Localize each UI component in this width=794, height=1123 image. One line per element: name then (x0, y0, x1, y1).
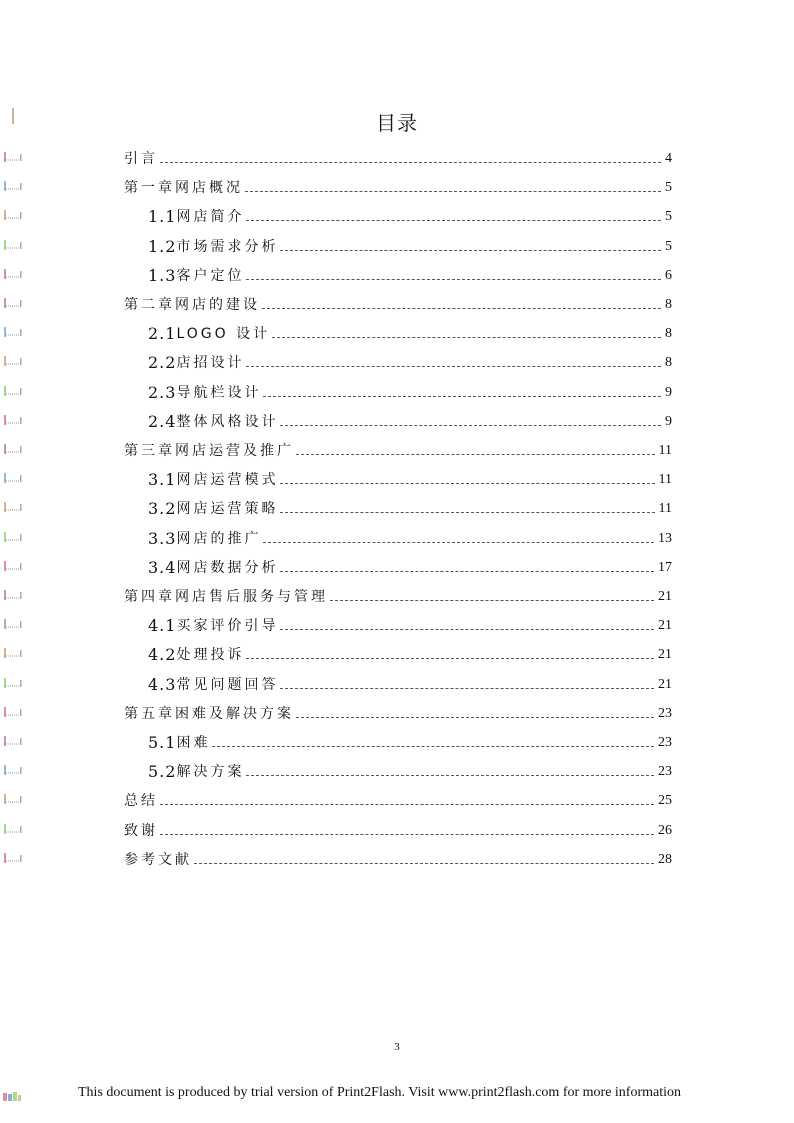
page-number: 3 (394, 1041, 400, 1053)
toc-entry[interactable] (124, 436, 672, 460)
toc-entry-page: 5 (665, 209, 672, 225)
toc-entry-number: 2.4 (148, 411, 177, 431)
toc-entry-page: 5 (665, 180, 672, 196)
margin-marker-icon (4, 765, 22, 775)
margin-marker-icon (4, 736, 22, 746)
margin-marker-icon (4, 298, 22, 308)
toc-dot-leader (280, 425, 661, 426)
toc-entry[interactable] (124, 816, 672, 840)
margin-marker-icon (4, 532, 22, 542)
toc-entry-page: 21 (658, 676, 672, 692)
toc-entry-page: 13 (658, 530, 672, 546)
margin-marker-icon (4, 590, 22, 600)
toc-entry[interactable] (148, 728, 672, 752)
toc-entry[interactable] (148, 348, 672, 372)
toc-entry-number: 3.2 (148, 499, 177, 519)
toc-entry-page: 23 (658, 705, 672, 721)
toc-entry-number: 4.2 (148, 645, 177, 665)
toc-entry-page: 11 (658, 501, 672, 517)
margin-marker-icon (4, 210, 22, 220)
toc-entry-label: 市场需求分析 (176, 238, 279, 255)
toc-entry-page: 8 (665, 326, 672, 342)
toc-entry-label: 网店简介 (176, 209, 245, 226)
toc-dot-leader (194, 863, 654, 864)
toc-dot-leader (246, 658, 654, 659)
margin-marker-icon (4, 824, 22, 834)
toc-entry[interactable] (124, 786, 672, 810)
margin-marker-icon (4, 356, 22, 366)
margin-marker-icon (4, 386, 22, 396)
toc-entry-label: 第四章网店售后服务与管理 (124, 589, 328, 605)
margin-marker-icon (4, 502, 22, 512)
margin-marker-icon (4, 794, 22, 804)
toc-entry-page: 8 (665, 355, 672, 371)
toc-dot-leader (212, 746, 654, 747)
toc-entry-page: 21 (658, 647, 672, 663)
toc-entry[interactable] (124, 845, 672, 869)
toc-entry-number: 3.3 (148, 528, 177, 548)
toc-dot-leader (296, 717, 654, 718)
toc-entry-page: 21 (658, 589, 672, 604)
toc-dot-leader (280, 250, 661, 251)
toc-entry[interactable] (148, 611, 672, 635)
toc-dot-leader (246, 279, 661, 280)
toc-entry[interactable] (124, 144, 672, 168)
margin-marker-icon (4, 707, 22, 717)
toc-entry-page: 11 (658, 472, 672, 488)
toc-entry-label: 常见问题回答 (176, 676, 279, 693)
trial-watermark: This document is produced by trial version of Print2Flash. Visit www.print2flash.com for more information (78, 1085, 682, 1100)
toc-entry[interactable] (148, 232, 672, 256)
toc-entry[interactable] (124, 699, 672, 723)
toc-entry-label: 解决方案 (176, 764, 245, 781)
toc-dot-leader (280, 688, 654, 689)
margin-marker-icon (4, 619, 22, 629)
toc-entry[interactable] (148, 494, 672, 518)
toc-entry-page: 9 (665, 384, 672, 400)
toc-dot-leader (296, 454, 655, 455)
toc-entry[interactable] (148, 670, 672, 694)
toc-entry-number: 2.3 (148, 382, 177, 402)
toc-entry-page: 11 (658, 443, 672, 458)
toc-entry-page: 26 (658, 822, 672, 838)
toc-entry-label: 网店的推广 (176, 530, 262, 547)
print2flash-logo-icon (2, 1088, 22, 1107)
toc-entry-number: 5.1 (148, 733, 177, 752)
toc-entry-number: 3.1 (148, 470, 177, 490)
toc-entry-label: 致谢 (124, 822, 158, 839)
toc-dot-leader (245, 191, 661, 192)
toc-entry-number: 5.2 (148, 762, 177, 782)
toc-entry[interactable] (148, 465, 672, 489)
toc-dot-leader (330, 600, 654, 601)
toc-entry-label: LOGO 设计 (176, 326, 271, 343)
toc-entry-page: 9 (665, 413, 672, 429)
toc-dot-leader (263, 542, 654, 543)
toc-entry-label: 总结 (124, 793, 158, 810)
margin-marker-icon (4, 648, 22, 658)
toc-dot-leader (246, 775, 654, 776)
toc-entry-page: 17 (658, 559, 672, 575)
margin-marker-icon (4, 561, 22, 571)
margin-marker-icon (4, 473, 22, 483)
toc-entry-number: 1.3 (148, 265, 177, 285)
toc-entry-page: 21 (658, 618, 672, 634)
toc-entry-number: 3.4 (148, 557, 177, 577)
toc-entry-label: 店招设计 (176, 355, 245, 372)
toc-entry[interactable] (148, 640, 672, 664)
margin-marker-icon (4, 269, 22, 279)
margin-marker-icon (4, 152, 22, 162)
toc-entry-number: 4.1 (148, 616, 177, 636)
toc-entry[interactable] (148, 407, 672, 431)
toc-dot-leader (272, 337, 661, 338)
toc-entry[interactable] (124, 173, 672, 197)
page-title: 目录 (376, 111, 418, 135)
toc-entry-label: 参考文献 (124, 851, 192, 868)
toc-entry-label: 第二章网店的建设 (124, 297, 260, 313)
toc-entry[interactable] (148, 524, 672, 548)
toc-entry-number: 2.1 (148, 324, 177, 344)
toc-entry-label: 网店数据分析 (176, 559, 279, 576)
margin-marker-icon (4, 108, 22, 118)
margin-marker-icon (4, 853, 22, 863)
toc-entry[interactable] (124, 582, 672, 606)
toc-entry-number: 4.3 (148, 674, 177, 694)
toc-entry[interactable] (124, 290, 672, 314)
toc-entry-number: 2.2 (148, 353, 177, 373)
toc-entry-page: 8 (665, 297, 672, 312)
toc-entry[interactable] (148, 202, 672, 226)
toc-dot-leader (280, 512, 654, 513)
toc-entry[interactable] (148, 378, 672, 402)
toc-entry-page: 23 (658, 764, 672, 780)
toc-entry-label: 网店运营策略 (176, 501, 279, 518)
toc-entry-number: 1.2 (148, 236, 177, 256)
toc-entry-page: 5 (665, 238, 672, 254)
toc-entry-label: 引言 (124, 151, 158, 167)
toc-entry[interactable] (148, 553, 672, 577)
toc-entry-label: 第五章困难及解决方案 (124, 705, 294, 722)
toc-dot-leader (246, 366, 661, 367)
toc-entry[interactable] (148, 261, 672, 285)
toc-entry-label: 网店运营模式 (176, 472, 279, 489)
toc-entry-label: 客户定位 (176, 267, 245, 284)
margin-marker-icon (4, 415, 22, 425)
toc-entry-label: 困难 (176, 735, 211, 751)
toc-entry-label: 整体风格设计 (176, 413, 279, 430)
margin-marker-icon (4, 444, 22, 454)
toc-entry-page: 25 (658, 793, 672, 809)
toc-entry-page: 28 (658, 851, 672, 867)
toc-dot-leader (280, 571, 654, 572)
margin-marker-icon (4, 678, 22, 688)
margin-marker-icon (4, 240, 22, 250)
toc-dot-leader (246, 220, 661, 221)
toc-dot-leader (160, 834, 654, 835)
toc-dot-leader (280, 483, 654, 484)
toc-entry-page: 6 (665, 267, 672, 283)
toc-entry[interactable] (148, 319, 672, 343)
toc-dot-leader (160, 162, 661, 163)
toc-entry-label: 导航栏设计 (176, 384, 262, 401)
toc-dot-leader (160, 804, 654, 805)
toc-entry-label: 处理投诉 (176, 647, 245, 664)
toc-entry-page: 23 (658, 735, 672, 750)
toc-entry[interactable] (148, 757, 672, 781)
toc-dot-leader (262, 308, 661, 309)
toc-entry-label: 第一章网店概况 (124, 180, 243, 197)
toc-dot-leader (263, 396, 661, 397)
toc-entry-number: 1.1 (148, 207, 177, 227)
toc-entry-label: 第三章网店运营及推广 (124, 443, 294, 459)
margin-marker-icon (4, 181, 22, 191)
margin-marker-icon (4, 327, 22, 337)
toc-dot-leader (280, 629, 654, 630)
toc-entry-page: 4 (665, 151, 672, 166)
toc-entry-label: 买家评价引导 (176, 618, 279, 635)
